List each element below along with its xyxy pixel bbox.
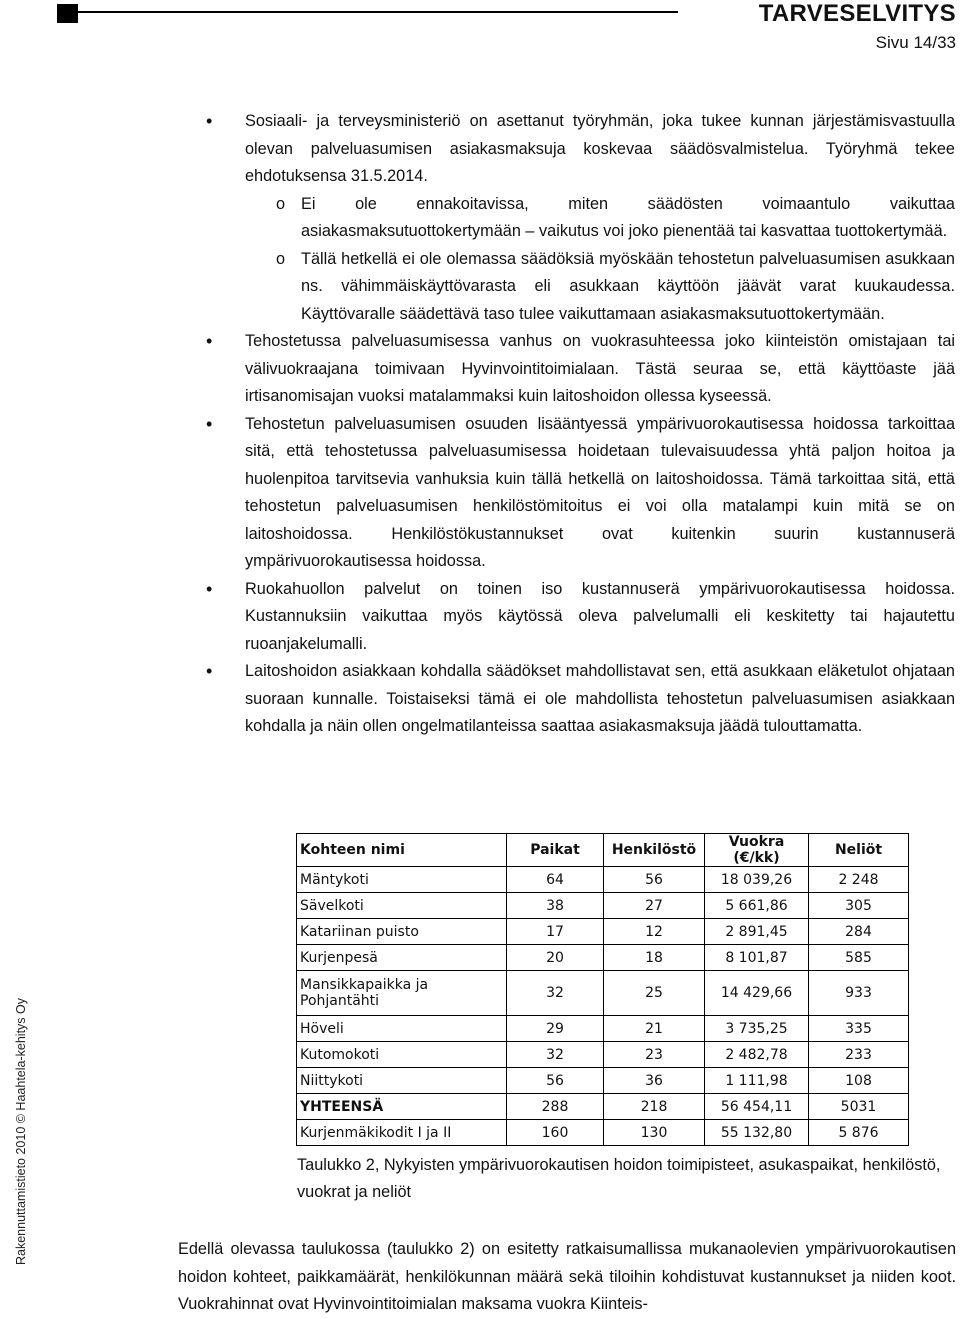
- cell-name: Kurjenmäkikodit I ja II: [297, 1120, 507, 1146]
- side-copyright-text: Rakennuttamistieto 2010 © Haahtela-kehitys Oy: [14, 998, 28, 1265]
- cell-places: 56: [507, 1068, 604, 1094]
- bullet-dot-icon: •: [206, 661, 213, 681]
- table-row: [297, 971, 909, 1016]
- cell-staff: 130: [604, 1120, 705, 1146]
- document-title: TARVESELVITYS: [758, 0, 956, 27]
- cell-rent: 5 661,86: [705, 893, 809, 919]
- cell-places: 32: [507, 1042, 604, 1068]
- facilities-table: [296, 833, 909, 1146]
- cell-places: 29: [507, 1016, 604, 1042]
- table-total-row: [297, 1094, 909, 1120]
- cell-rent: 8 101,87: [705, 945, 809, 971]
- bullet-item: [0, 576, 960, 659]
- cell-area: 335: [809, 1016, 909, 1042]
- bullet-text: Tehostetun palveluasumisen osuuden lisääntyessä ympärivuorokautisessa hoidossa tarkoittaa sitä, että tehostetussa palveluasumisessa hoidetaan tulevaisuudessa yhtä paljon hoitoa ja huolenpitoa tarvitsevia vanhuksia kuin tällä hetkellä on laitoshoidossa. Tämä tarkoittaa sitä, että tehostetun palveluasumisen henkilöstömitoitus ei voi olla matalampi kuin mitä se on laitoshoidossa. Henkilöstökustannukset ovat kuitenkin suurin kustannuserä ympärivuorokautisessa hoidossa.: [245, 414, 955, 570]
- cell-area: 933: [809, 971, 909, 1016]
- table-header-row: [297, 834, 909, 867]
- cell-staff: 56: [604, 867, 705, 893]
- table-row: [297, 945, 909, 971]
- sub-bullet-icon: o: [276, 249, 286, 268]
- cell-staff: 23: [604, 1042, 705, 1068]
- cell-area: 108: [809, 1068, 909, 1094]
- cell-staff: 21: [604, 1016, 705, 1042]
- bullet-dot-icon: •: [206, 578, 213, 599]
- cell-name: Mäntykoti: [297, 867, 507, 893]
- table-row: [297, 1042, 909, 1068]
- sub-bullet-text: Tällä hetkellä ei ole olemassa säädöksiä myöskään tehostetun palveluasumisen asukkaan ns. vähimmäiskäyttövarasta eli asukkaan käyttöön jäävät varat kuukaudessa. Käyttövaralle säädettävä taso tulee vaikuttamaan asiakasmaksutuottokertymään.: [301, 249, 955, 323]
- cell-places: 32: [507, 971, 604, 1016]
- cell-area: 5031: [809, 1094, 909, 1120]
- column-header-area: Neliöt: [809, 834, 909, 867]
- cell-name: Höveli: [297, 1016, 507, 1042]
- sub-bullet-icon: o: [276, 194, 286, 213]
- cell-places: 17: [507, 919, 604, 945]
- cell-name: Katariinan puisto: [297, 919, 507, 945]
- page-number: Sivu 14/33: [875, 33, 956, 52]
- column-header-name: Kohteen nimi: [297, 834, 507, 867]
- cell-name: Kutomokoti: [297, 1042, 507, 1068]
- cell-rent: 14 429,66: [705, 971, 809, 1016]
- body-content: [0, 108, 960, 741]
- column-header-places: Paikat: [507, 834, 604, 867]
- cell-staff: 25: [604, 971, 705, 1016]
- cell-area: 5 876: [809, 1120, 909, 1146]
- cell-rent: 3 735,25: [705, 1016, 809, 1042]
- cell-staff: 27: [604, 893, 705, 919]
- cell-area: 305: [809, 893, 909, 919]
- sub-bullet-text: Ei ole ennakoitavissa, miten säädösten voimaantulo vaikuttaa asiakasmaksutuottokertymään – vaikutus voi joko pienentää tai kasvattaa tuottokertymää.: [301, 194, 955, 240]
- bullet-item: [0, 108, 960, 191]
- bullet-text: Tehostetussa palveluasumisessa vanhus on vuokrasuhteessa joko kiinteistön omistajaan tai välivuokraajana toimivaan Hyvinvointitoimialaan. Tästä seuraa se, että käyttöaste jää irtisanomisajan vuoksi matalammaksi kuin laitoshoidon ollessa kyseessä.: [245, 332, 955, 405]
- cell-rent: 2 482,78: [705, 1042, 809, 1068]
- table-row: [297, 893, 909, 919]
- bullet-text: Ruokahuollon palvelut on toinen iso kustannuserä ympärivuorokautisessa hoidossa. Kustannuksiin vaikuttaa myös käytössä oleva palvelumalli eli keskitetty tai hajautettu ruoanjakelumalli.: [245, 579, 955, 653]
- cell-staff: 36: [604, 1068, 705, 1094]
- table-caption: Taulukko 2, Nykyisten ympärivuorokautisen hoidon toimipisteet, asukaspaikat, henkilöstö, vuokrat ja neliöt: [297, 1156, 941, 1201]
- table-row: [297, 1068, 909, 1094]
- cell-staff: 18: [604, 945, 705, 971]
- sub-bullet-item: [0, 191, 960, 246]
- header-rule: [78, 11, 678, 13]
- cell-name: Sävelkoti: [297, 893, 507, 919]
- cell-rent: 18 039,26: [705, 867, 809, 893]
- cell-rent: 55 132,80: [705, 1120, 809, 1146]
- header-square-mark: [57, 4, 78, 23]
- cell-area: 284: [809, 919, 909, 945]
- sub-bullet-item: [0, 246, 960, 329]
- cell-rent: 2 891,45: [705, 919, 809, 945]
- bullet-text: Laitoshoidon asiakkaan kohdalla säädökset mahdollistavat sen, että asukkaan eläketulot ohjataan suoraan kunnalle. Toistaiseksi tämä ei ole mahdollista tehostetun palveluasumisen asiakkaan kohdalla ja näin ollen ongelmatilanteissa saattaa asiakasmaksuja jäädä tulouttamatta.: [245, 662, 955, 735]
- cell-area: 585: [809, 945, 909, 971]
- bullet-dot-icon: •: [206, 331, 213, 351]
- cell-places: 64: [507, 867, 604, 893]
- bullet-item: [0, 328, 960, 411]
- cell-places: 38: [507, 893, 604, 919]
- bullet-text: Sosiaali- ja terveysministeriö on asettanut työryhmän, joka tukee kunnan järjestämisvastuulla olevan palveluasumisen asiakasmaksuja koskevaa säädösvalmistelua. Työryhmä tekee ehdotuksensa 31.5.2014.: [245, 112, 955, 185]
- bullet-dot-icon: •: [206, 111, 213, 131]
- cell-name: YHTEENSÄ: [297, 1094, 507, 1120]
- cell-area: 233: [809, 1042, 909, 1068]
- cell-staff: 12: [604, 919, 705, 945]
- column-header-staff: Henkilöstö: [604, 834, 705, 867]
- table-row: [297, 867, 909, 893]
- cell-rent: 56 454,11: [705, 1094, 809, 1120]
- cell-name: Mansikkapaikka ja Pohjantähti: [297, 971, 507, 1016]
- cell-staff: 218: [604, 1094, 705, 1120]
- bullet-item: [0, 411, 960, 576]
- table-row: [297, 1120, 909, 1146]
- closing-paragraph: Edellä olevassa taulukossa (taulukko 2) on esitetty ratkaisumallissa mukanaolevien ympärivuorokautisen hoidon kohteet, paikkamäärät, henkilökunnan määrä sekä tiloihin kohdistuvat kustannukset ja niiden koot. Vuokrahinnat ovat Hyvinvointitoimialan maksama vuokra Kiinteis-: [178, 1240, 956, 1313]
- table-row: [297, 919, 909, 945]
- cell-rent: 1 111,98: [705, 1068, 809, 1094]
- cell-name: Kurjenpesä: [297, 945, 507, 971]
- bullet-dot-icon: •: [206, 413, 213, 434]
- cell-places: 20: [507, 945, 604, 971]
- cell-name: Niittykoti: [297, 1068, 507, 1094]
- table-row: [297, 1016, 909, 1042]
- cell-places: 160: [507, 1120, 604, 1146]
- cell-places: 288: [507, 1094, 604, 1120]
- cell-area: 2 248: [809, 867, 909, 893]
- bullet-item: [0, 658, 960, 741]
- column-header-rent: Vuokra (€/kk): [705, 834, 809, 867]
